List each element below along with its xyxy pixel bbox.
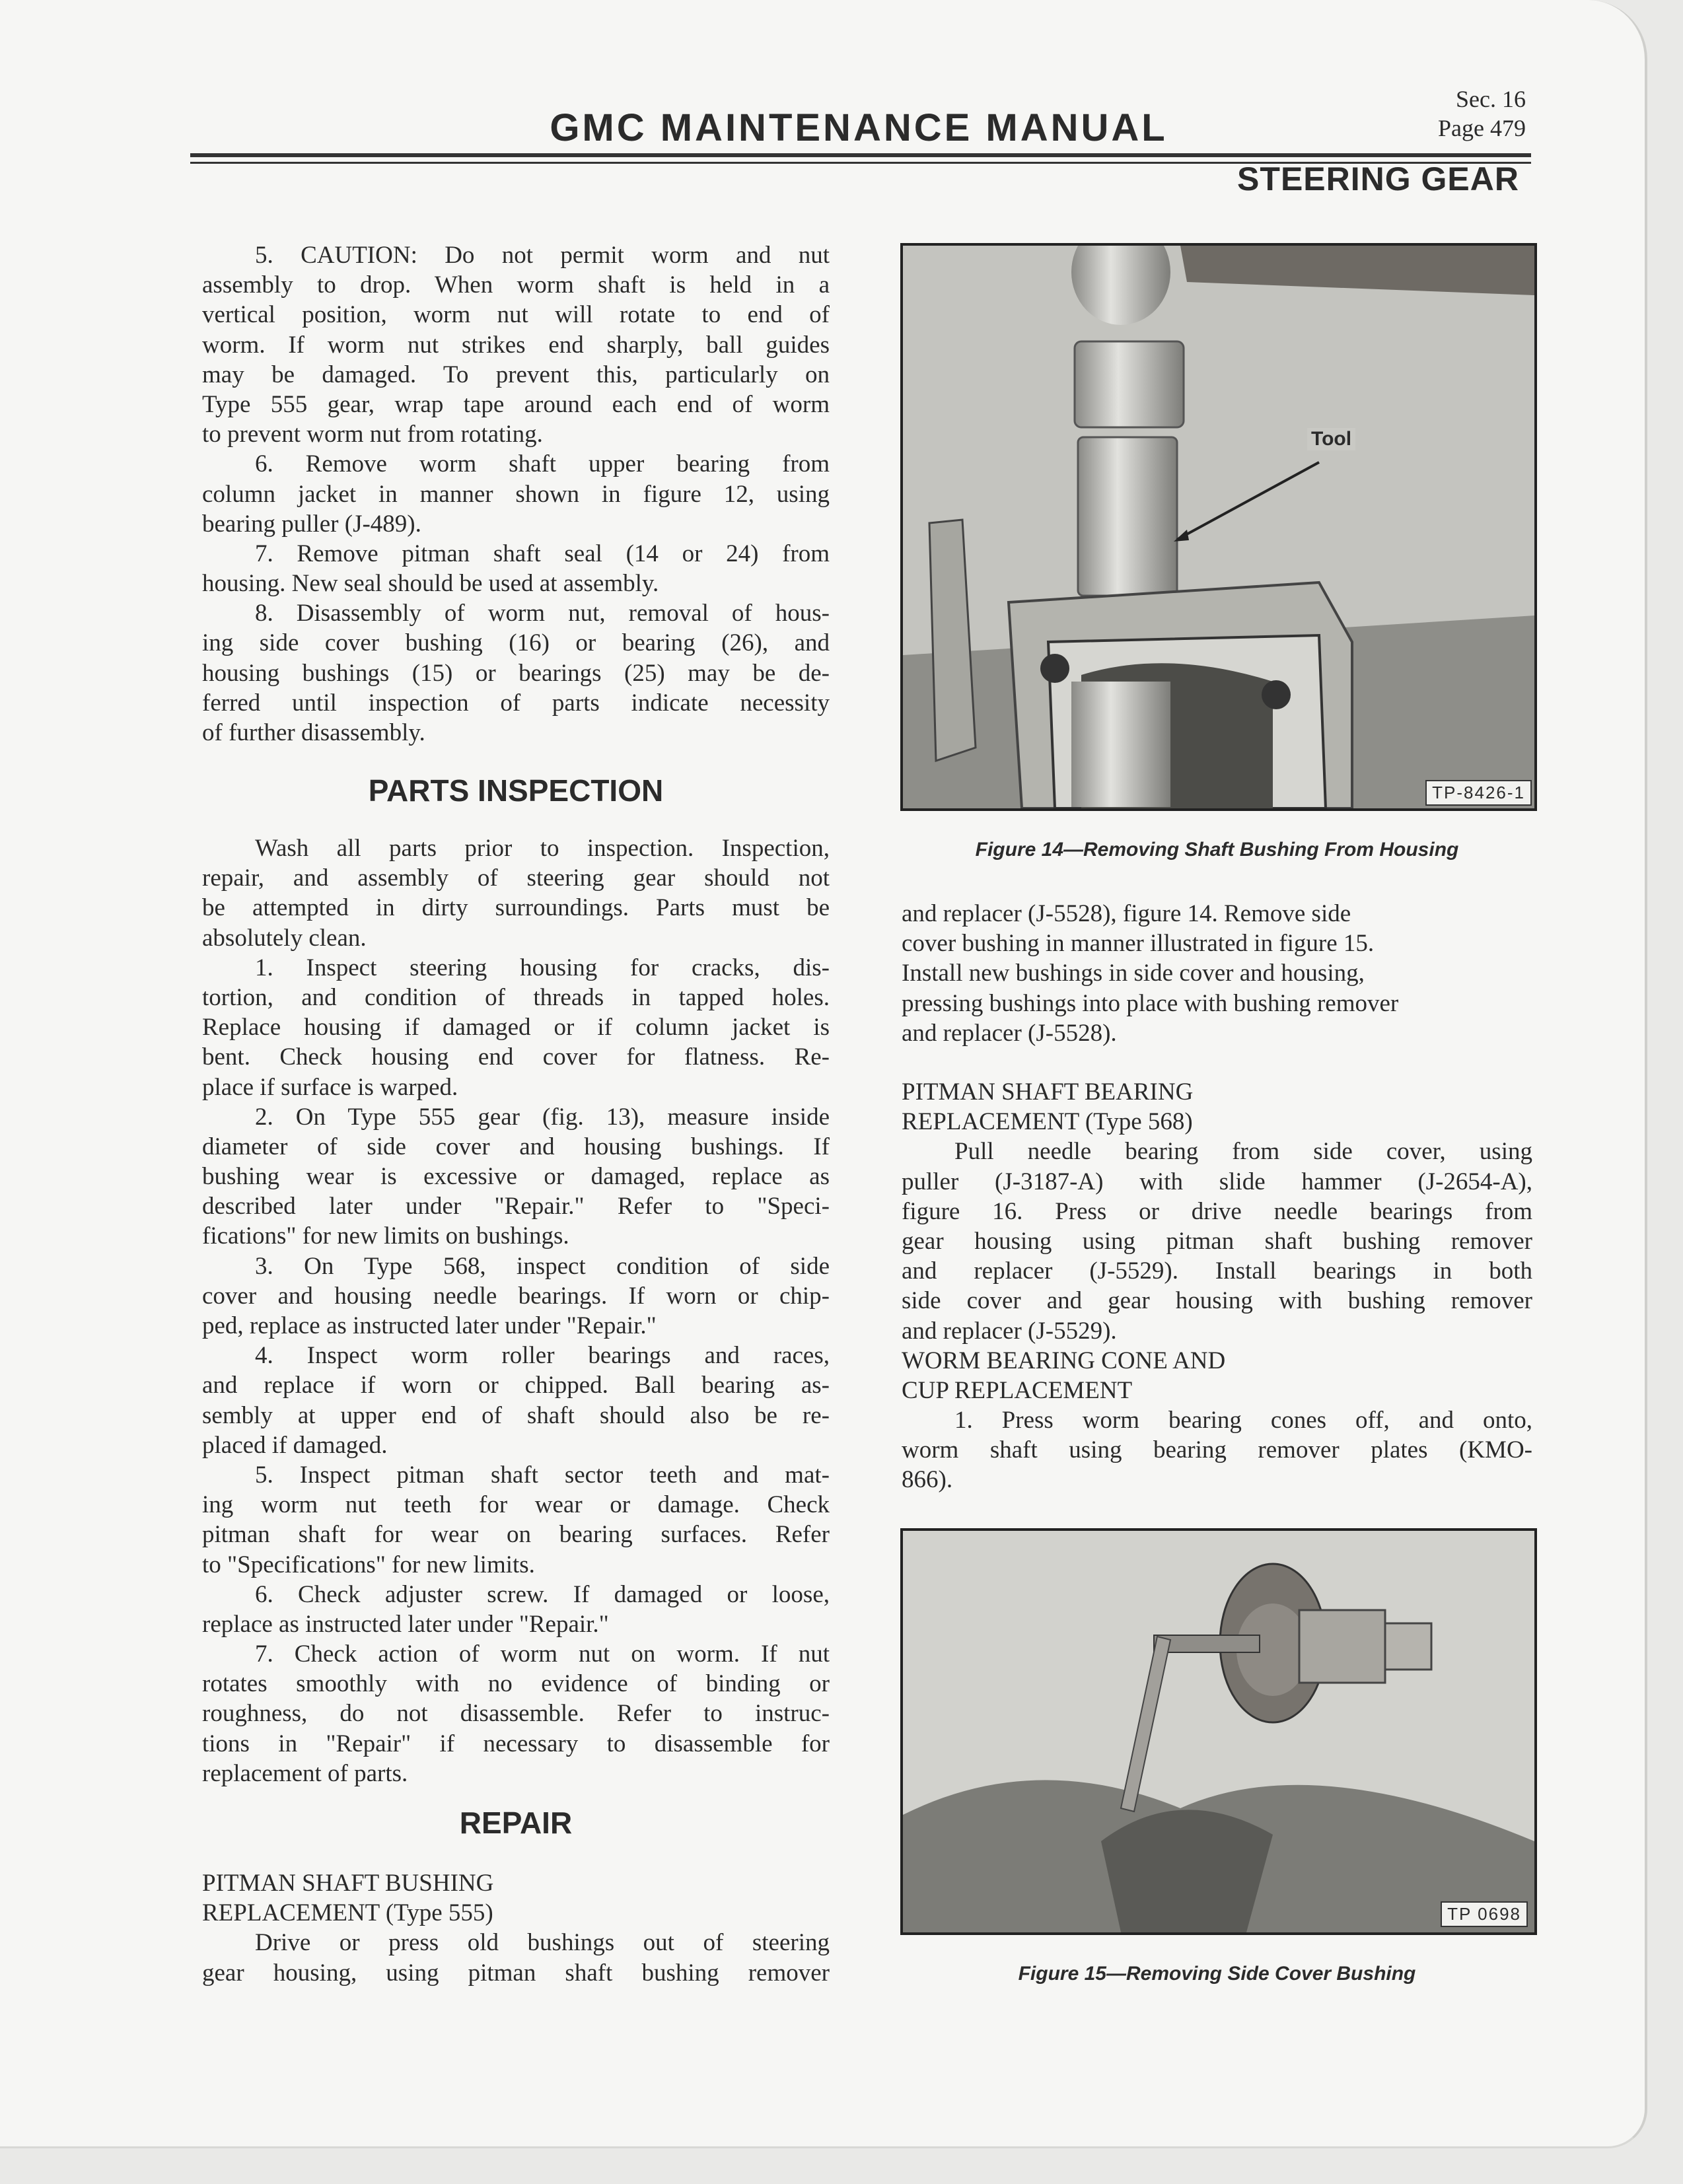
text-line: pressing bushings into place with bushing remover bbox=[902, 989, 1399, 1017]
paragraph bbox=[202, 539, 830, 598]
text-line: absolutely clean. bbox=[202, 924, 367, 952]
text-line: may be damaged. To prevent this, particularly on bbox=[202, 361, 830, 388]
paragraph bbox=[902, 899, 1532, 1048]
text-line: 7. Remove pitman shaft seal (14 or 24) from bbox=[255, 540, 830, 567]
paragraph bbox=[202, 953, 830, 1102]
text-line: ing worm nut teeth for wear or damage. Check bbox=[202, 1491, 830, 1519]
text-line: 7. Check action of worm nut on worm. If nut bbox=[255, 1640, 830, 1668]
text-block-bushing-continued bbox=[902, 899, 1532, 1048]
text-line: roughness, do not disassemble. Refer to instruc- bbox=[202, 1700, 830, 1728]
text-line: replacement of parts. bbox=[202, 1759, 408, 1787]
text-line: 3. On Type 568, inspect condition of side bbox=[255, 1252, 830, 1280]
figure-15-caption: Figure 15—Removing Side Cover Bushing bbox=[1018, 1963, 1416, 1985]
text-line: rotates smoothly with no evidence of binding or bbox=[202, 1670, 830, 1698]
text-line: side cover and gear housing with bushing remover bbox=[902, 1287, 1532, 1315]
paragraph bbox=[202, 833, 830, 953]
paragraph bbox=[202, 449, 830, 539]
text-line: puller (J-3187-A) with slide hammer (J-2654-A), bbox=[902, 1168, 1532, 1195]
text-line: ped, replace as instructed later under "Repair." bbox=[202, 1312, 657, 1339]
text-line: vertical position, worm nut will rotate to end of bbox=[202, 301, 830, 329]
paragraph bbox=[202, 240, 830, 449]
text-line: fications" for new limits on bushings. bbox=[202, 1222, 569, 1250]
text-line: and replacer (J-5529). Install bearings in both bbox=[902, 1257, 1532, 1285]
text-line: REPLACEMENT (Type 555) bbox=[202, 1899, 493, 1927]
heading-parts-inspection: PARTS INSPECTION bbox=[368, 773, 664, 808]
text-line: be attempted in dirty surroundings. Parts must be bbox=[202, 894, 830, 922]
text-line: CUP REPLACEMENT bbox=[902, 1376, 1133, 1404]
section-title: STEERING GEAR bbox=[1237, 160, 1519, 197]
figure-14-code: TP-8426-1 bbox=[1425, 780, 1532, 806]
text-line: cover and housing needle bearings. If worn or chip- bbox=[202, 1282, 830, 1310]
text-line: replace as instructed later under "Repair." bbox=[202, 1610, 609, 1638]
text-line: Wash all parts prior to inspection. Inspection, bbox=[255, 835, 830, 862]
text-line: gear housing, using pitman shaft bushing remover bbox=[202, 1959, 830, 1987]
text-line: of further disassembly. bbox=[202, 719, 425, 746]
figure-14-illustration bbox=[903, 246, 1534, 808]
text-line: tortion, and condition of threads in tapped holes. bbox=[202, 983, 830, 1011]
figure-14-caption: Figure 14—Removing Shaft Bushing From Housing bbox=[975, 839, 1459, 861]
text-line: 6. Remove worm shaft upper bearing from bbox=[255, 450, 830, 478]
text-line: gear housing using pitman shaft bushing remover bbox=[902, 1227, 1532, 1255]
paragraph bbox=[202, 1868, 830, 1928]
text-line: Replace housing if damaged or if column jacket is bbox=[202, 1014, 830, 1041]
page-number: Page 479 bbox=[1438, 115, 1526, 141]
paragraph bbox=[902, 1346, 1532, 1405]
paragraph bbox=[902, 1405, 1532, 1495]
text-line: to "Specifications" for new limits. bbox=[202, 1551, 535, 1578]
header-rule-thick bbox=[190, 153, 1531, 157]
text-line: pitman shaft for wear on bearing surfaces. Refer bbox=[202, 1521, 830, 1549]
text-line: 1. Inspect steering housing for cracks, dis- bbox=[255, 954, 830, 981]
paragraph bbox=[902, 1077, 1532, 1137]
figure-15-code: TP 0698 bbox=[1441, 1901, 1528, 1927]
text-line: 4. Inspect worm roller bearings and races, bbox=[255, 1342, 830, 1370]
text-line: worm. If worm nut strikes end sharply, ball guides bbox=[202, 331, 830, 359]
text-line: 8. Disassembly of worm nut, removal of hous- bbox=[255, 600, 830, 627]
paragraph bbox=[202, 1102, 830, 1251]
text-line: 5. CAUTION: Do not permit worm and nut bbox=[255, 242, 830, 269]
heading-repair: REPAIR bbox=[459, 1806, 573, 1840]
text-line: housing. New seal should be used at assembly. bbox=[202, 570, 659, 598]
text-line: 1. Press worm bearing cones off, and onto, bbox=[954, 1407, 1532, 1434]
text-line: PITMAN SHAFT BUSHING bbox=[202, 1870, 494, 1897]
figure-15-photo bbox=[900, 1528, 1537, 1935]
tool-callout-label: Tool bbox=[1307, 428, 1355, 450]
paragraph bbox=[902, 1137, 1532, 1345]
text-line: placed if damaged. bbox=[202, 1431, 388, 1459]
text-block-disassembly bbox=[202, 240, 830, 748]
text-line: and replacer (J-5528), figure 14. Remove side bbox=[902, 900, 1351, 927]
section-page-info bbox=[1387, 85, 1526, 143]
text-line: 866). bbox=[902, 1466, 953, 1494]
text-line: assembly to drop. When worm shaft is held in a bbox=[202, 271, 830, 299]
paragraph bbox=[202, 1928, 830, 1987]
figure-14-photo bbox=[900, 243, 1537, 811]
text-line: Pull needle bearing from side cover, using bbox=[954, 1138, 1532, 1166]
text-line: Drive or press old bushings out of steering bbox=[255, 1929, 830, 1957]
text-line: figure 16. Press or drive needle bearings from bbox=[902, 1197, 1532, 1225]
text-line: housing bushings (15) or bearings (25) may be de- bbox=[202, 659, 830, 687]
text-line: ferred until inspection of parts indicate necessity bbox=[202, 689, 830, 717]
figure-15-illustration bbox=[903, 1531, 1534, 1932]
text-line: PITMAN SHAFT BEARING bbox=[902, 1078, 1194, 1106]
text-line: sembly at upper end of shaft should also be re- bbox=[202, 1401, 830, 1429]
text-line: REPLACEMENT (Type 568) bbox=[902, 1108, 1193, 1136]
text-line: 5. Inspect pitman shaft sector teeth and mat- bbox=[255, 1461, 830, 1489]
paragraph bbox=[202, 1251, 830, 1341]
text-line: tions in "Repair" if necessary to disassemble for bbox=[202, 1730, 830, 1757]
text-line: Type 555 gear, wrap tape around each end of worm bbox=[202, 390, 830, 418]
text-line: WORM BEARING CONE AND bbox=[902, 1347, 1226, 1374]
text-line: 6. Check adjuster screw. If damaged or loose, bbox=[255, 1580, 830, 1608]
text-line: and replacer (J-5528). bbox=[902, 1019, 1117, 1047]
text-block-repair bbox=[202, 1868, 830, 1988]
text-line: and replacer (J-5529). bbox=[902, 1317, 1117, 1345]
text-line: bushing wear is excessive or damaged, replace as bbox=[202, 1163, 830, 1191]
text-line: place if surface is warped. bbox=[202, 1073, 458, 1101]
text-line: to prevent worm nut from rotating. bbox=[202, 421, 543, 448]
paragraph bbox=[202, 1460, 830, 1580]
text-line: and replace if worn or chipped. Ball bearing as- bbox=[202, 1372, 830, 1399]
text-line: ing side cover bushing (16) or bearing (26), and bbox=[202, 629, 830, 657]
text-line: repair, and assembly of steering gear should not bbox=[202, 864, 830, 892]
text-line: cover bushing in manner illustrated in figure 15. bbox=[902, 930, 1375, 958]
paragraph bbox=[202, 1639, 830, 1788]
paragraph bbox=[202, 1341, 830, 1460]
paragraph bbox=[202, 598, 830, 748]
text-line: column jacket in manner shown in figure 12, using bbox=[202, 480, 830, 508]
text-line: described later under "Repair." Refer to "Speci- bbox=[202, 1193, 830, 1220]
text-line: 2. On Type 555 gear (fig. 13), measure inside bbox=[255, 1103, 830, 1131]
text-line: diameter of side cover and housing bushings. If bbox=[202, 1133, 830, 1160]
text-line: worm shaft using bearing remover plates (KMO- bbox=[902, 1436, 1532, 1464]
text-line: bearing puller (J-489). bbox=[202, 510, 421, 538]
paragraph bbox=[202, 1580, 830, 1639]
text-block-bearing-replacement bbox=[902, 1077, 1532, 1495]
manual-title: GMC MAINTENANCE MANUAL bbox=[550, 106, 1168, 149]
text-line: bent. Check housing end cover for flatness. Re- bbox=[202, 1043, 830, 1071]
text-block-parts-inspection bbox=[202, 833, 830, 1788]
section-number: Sec. 16 bbox=[1456, 86, 1526, 112]
text-line: Install new bushings in side cover and housing, bbox=[902, 960, 1365, 987]
